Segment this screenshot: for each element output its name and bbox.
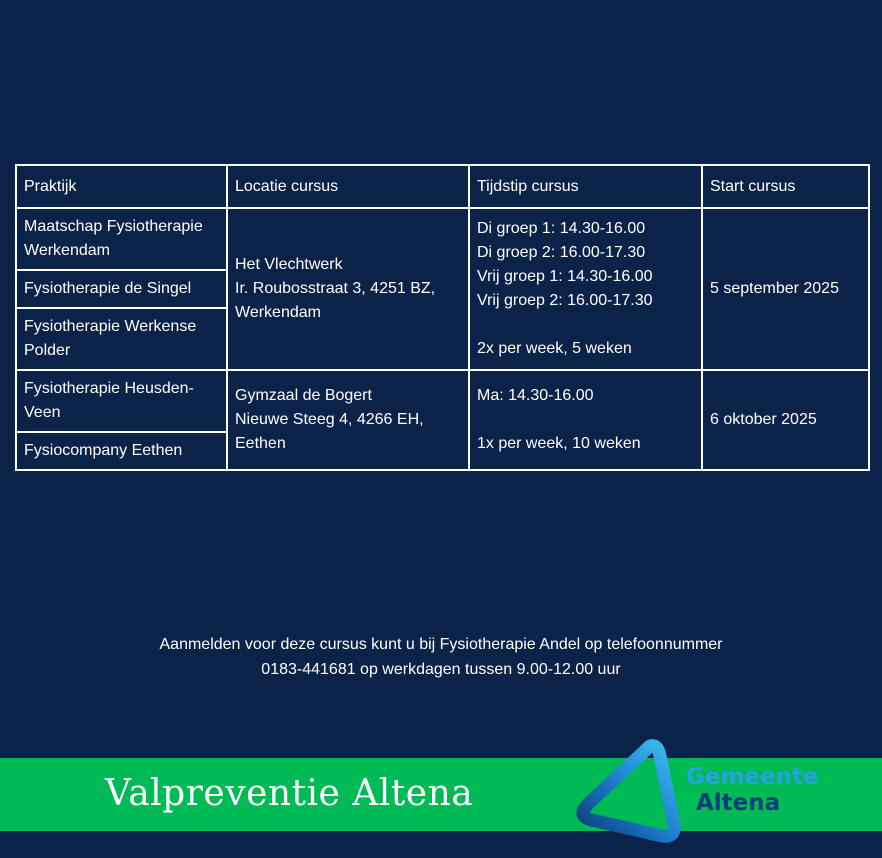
location-address: Nieuwe Steeg 4, 4266 EH, Eethen <box>235 411 424 452</box>
logo-wordmark <box>686 764 819 816</box>
practice-cell: Fysiocompany Eethen <box>16 432 227 470</box>
time-slot: Vrij groep 2: 16.00-17.30 <box>477 292 653 309</box>
gemeente-altena-logo-icon <box>570 738 690 848</box>
practice-cell: Fysiotherapie de Singel <box>16 270 227 308</box>
start-date-cell: 5 september 2025 <box>702 208 869 370</box>
practice-cell: Maatschap Fysiotherapie Werkendam <box>16 208 227 270</box>
header-locatie: Locatie cursus <box>227 165 469 208</box>
table-row <box>16 370 869 432</box>
header-praktijk: Praktijk <box>16 165 227 208</box>
time-slot: Di groep 1: 14.30-16.00 <box>477 220 646 237</box>
header-start: Start cursus <box>702 165 869 208</box>
time-slot: Vrij groep 1: 14.30-16.00 <box>477 268 653 285</box>
time-cell <box>469 208 702 370</box>
location-cell <box>227 208 469 370</box>
course-frequency: 2x per week, 5 weken <box>477 340 632 357</box>
location-name: Het Vlechtwerk <box>235 256 343 273</box>
banner-title: Valpreventie Altena <box>105 773 474 814</box>
header-tijdstip: Tijdstip cursus <box>469 165 702 208</box>
location-name: Gymzaal de Bogert <box>235 387 372 404</box>
time-slot: Di groep 2: 16.00-17.30 <box>477 244 646 261</box>
location-cell <box>227 370 469 470</box>
registration-note <box>0 632 882 682</box>
logo-text-line1: Gemeente <box>686 764 819 790</box>
table-header-row <box>16 165 869 208</box>
table-row <box>16 208 869 270</box>
logo-text-line2: Altena <box>696 790 781 816</box>
start-date-cell: 6 oktober 2025 <box>702 370 869 470</box>
course-schedule-table <box>15 164 870 471</box>
course-frequency: 1x per week, 10 weken <box>477 435 641 452</box>
registration-note-line: 0183-441681 op werkdagen tussen 9.00-12.00 uur <box>261 661 621 678</box>
practice-cell: Fysiotherapie Heusden-Veen <box>16 370 227 432</box>
time-slot: Ma: 14.30-16.00 <box>477 387 594 404</box>
time-cell <box>469 370 702 470</box>
location-address: Ir. Roubosstraat 3, 4251 BZ, Werkendam <box>235 280 436 321</box>
practice-cell: Fysiotherapie Werkense Polder <box>16 308 227 370</box>
registration-note-line: Aanmelden voor deze cursus kunt u bij Fysiotherapie Andel op telefoonnummer <box>159 636 723 653</box>
